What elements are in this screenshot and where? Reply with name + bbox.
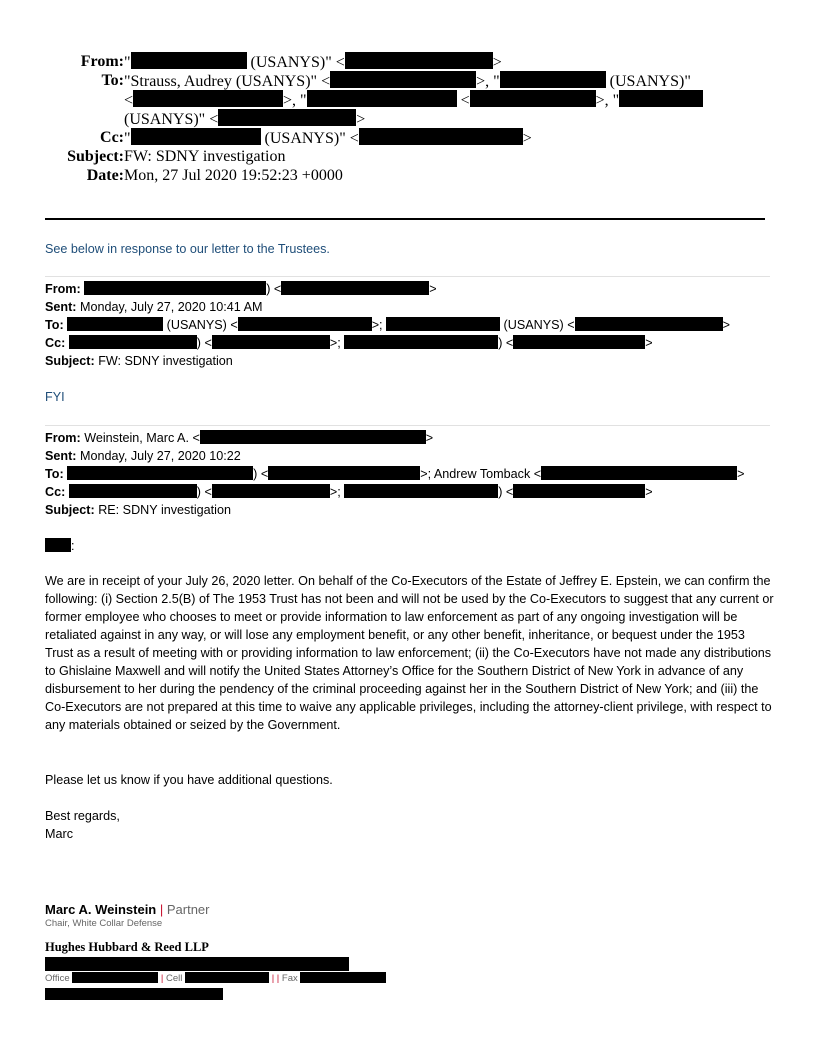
redaction (212, 335, 330, 349)
message-separator (45, 425, 770, 426)
sig-phone-row: Office | Cell | | Fax (45, 972, 386, 985)
header-to-row-3: (USANYS)" < > (124, 111, 366, 128)
redaction (45, 538, 71, 552)
redaction (185, 972, 269, 983)
subject-value: FW: SDNY investigation (124, 148, 286, 165)
message-1-header (45, 280, 785, 370)
header-from-row: From: " (USANYS)" < > (80, 53, 502, 71)
sig-role: Chair, White Collar Defense (45, 918, 163, 929)
redaction (67, 317, 163, 331)
redaction (212, 484, 330, 498)
closing-question: Please let us know if you have additional questions. (45, 773, 333, 787)
redaction (131, 128, 261, 145)
redaction (541, 466, 737, 480)
redaction (359, 128, 523, 145)
msg2-cc-row: Cc: ) < >; ) < > (45, 485, 653, 499)
salutation: : (45, 537, 785, 555)
message-2-header (45, 429, 785, 519)
redaction (268, 466, 420, 480)
redaction (500, 71, 606, 88)
redaction (330, 71, 476, 88)
header-date-row (0, 166, 816, 185)
redaction (238, 317, 372, 331)
redaction (45, 988, 223, 1000)
signature-block (45, 902, 386, 1001)
sig-firm: Hughes Hubbard & Reed LLP (45, 940, 209, 954)
header-to-row-2: < >, " < >, " (0, 90, 816, 109)
redaction (307, 90, 457, 107)
sig-name: Marc A. Weinstein (45, 902, 157, 917)
signoff: Marc (45, 827, 73, 841)
msg1-cc-row: Cc: ) < >; ) < > (45, 336, 653, 350)
redaction (133, 90, 283, 107)
sig-name-row: Marc A. Weinstein | Partner (45, 902, 210, 917)
regards: Best regards, (45, 809, 120, 823)
redaction (300, 972, 386, 983)
redaction (513, 335, 645, 349)
header-subject-row (0, 147, 816, 166)
redaction (344, 335, 498, 349)
redaction (281, 281, 429, 295)
redaction (575, 317, 723, 331)
intro-text: See below in response to our letter to the Trustees. (45, 242, 330, 256)
redaction (69, 484, 197, 498)
redaction (386, 317, 500, 331)
redaction (72, 972, 158, 983)
msg2-from-row: From: Weinstein, Marc A. < > (45, 431, 434, 445)
redaction (470, 90, 596, 107)
msg2-subject-row: Subject: RE: SDNY investigation (45, 503, 231, 517)
msg1-to-row: To: (USANYS) < >; (USANYS) < > (45, 318, 730, 332)
sig-title: Partner (166, 902, 210, 917)
msg1-sent-row: Sent: Monday, July 27, 2020 10:41 AM (45, 300, 263, 314)
date-label: Date: (86, 167, 124, 184)
redaction (619, 90, 703, 107)
redaction (131, 52, 247, 69)
from-label: From: (80, 53, 124, 70)
redaction (200, 430, 426, 444)
fyi-text: FYI (45, 390, 65, 404)
header-divider (45, 218, 765, 220)
msg2-to-row: To: ) < >; Andrew Tomback < > (45, 467, 745, 481)
email-header (0, 52, 816, 185)
header-cc-row: Cc: " (USANYS)" < > (100, 129, 532, 147)
subject-label: Subject: (67, 148, 124, 165)
redaction (67, 466, 253, 480)
msg1-subject-row: Subject: FW: SDNY investigation (45, 354, 233, 368)
redaction (45, 957, 349, 971)
redaction (84, 281, 266, 295)
msg2-sent-row: Sent: Monday, July 27, 2020 10:22 (45, 449, 241, 463)
body-paragraph: We are in receipt of your July 26, 2020 letter. On behalf of the Co-Executors of the Estate of Jeffrey E. Epstein, we can confirm the following: (i) Section 2.5(B) of The 1953 Trust has not been and will not be used by the Co-Executors to suggest that any current or former employee who chooses to meet or provide information to law enforcement as part of any ongoing investigation will be retaliated against in any way, or will lose any employment benefit, or any other benefit, inheritance, or bequest under the 1953 Trust as a result of meeting with or providing information to law enforcement; (ii) the Co-Executors have not made any distributions to Ghislaine Maxwell and will notify the United States Attorney’s Office for the Southern District of New York in advance of any disbursement to her during the pendency of the criminal proceeding against her in the Southern District of New York; and (iii) the Co-Executors are not prepared at this time to waive any applicable privileges, including the attorney-client privilege, with respect to any materials obtained or seized by the Government. (45, 574, 774, 732)
redaction (513, 484, 645, 498)
header-to-row: To: "Strauss, Audrey (USANYS)" < >, " (USANYS)" (101, 72, 691, 90)
redaction (344, 484, 498, 498)
cc-label: Cc: (100, 129, 124, 146)
message-separator (45, 276, 770, 277)
redaction (69, 335, 197, 349)
date-value: Mon, 27 Jul 2020 19:52:23 +0000 (124, 167, 343, 184)
redaction (345, 52, 493, 69)
redaction (218, 109, 356, 126)
to-label: To: (101, 72, 124, 89)
msg1-from-row: From: ) < > (45, 282, 437, 296)
